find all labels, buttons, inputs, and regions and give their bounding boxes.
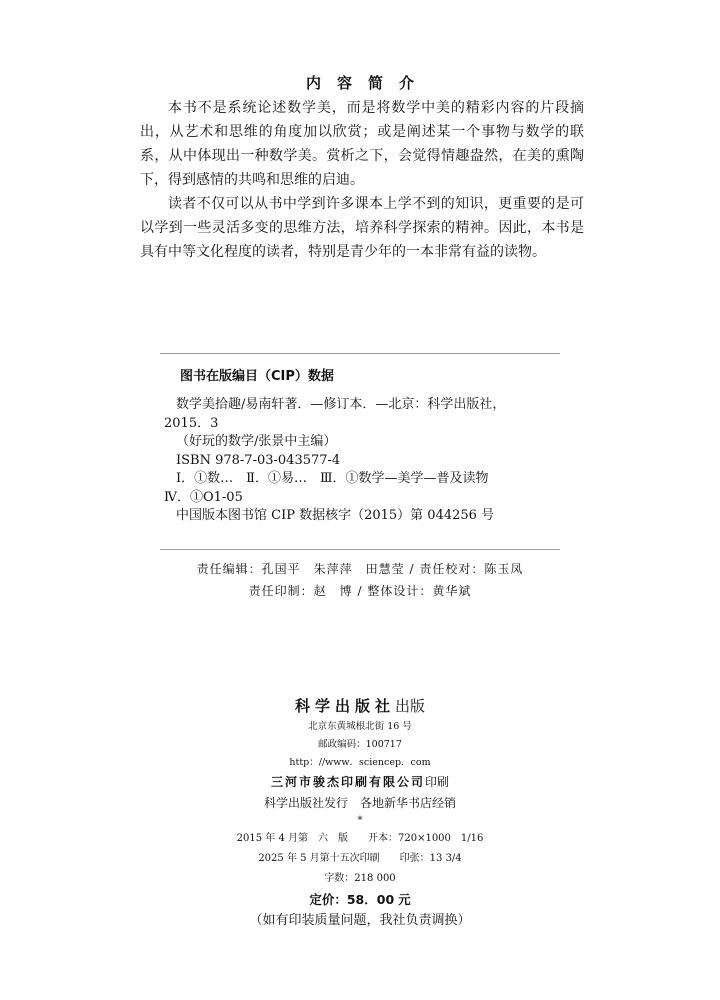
summary-paragraph: 读者不仅可以从书中学到许多课本上学不到的知识，更重要的是可以学到一些灵活多变的思维方法，培养科学探索的精神。因此，本书是具有中等文化程度的读者，特别是青少年的一本非常有益的读物。: [140, 196, 584, 260]
printing-info: 2025 年 5 月第十五次印刷 印张：13 3/4: [258, 853, 462, 864]
credits-line: 责任编辑：孔国平 朱萍萍 田慧莹 / 责任校对：陈玉凤: [196, 562, 524, 576]
postcode: 邮政编码：100717: [318, 739, 402, 750]
price-value: 58．00: [346, 892, 395, 907]
quality-notice: （如有印装质量问题，我社负责调换）: [249, 913, 471, 928]
summary-section: [140, 96, 584, 264]
cip-record: [164, 396, 560, 526]
cip-line: Ⅳ．①O1-05: [164, 489, 243, 505]
cip-line: 数学美拾趣/易南轩著．—修订本．—北京：科学出版社，: [176, 397, 506, 412]
edition-info: 2015 年 4 月第 六 版 开本：720×1000 1/16: [236, 833, 484, 844]
cip-line: 中国版本图书馆 CIP 数据核字（2015）第 044256 号: [176, 508, 495, 523]
publisher-suffix: 出版: [395, 697, 426, 715]
cip-line: （好玩的数学/张景中主编）: [176, 434, 337, 449]
printer-name: 三河市骏杰印刷有限公司: [270, 775, 425, 789]
word-count: 字数：218 000: [324, 873, 396, 884]
cip-line: 2015．3: [164, 415, 219, 431]
cip-heading: 图书在版编目（CIP）数据: [180, 369, 334, 384]
separator: *: [357, 815, 363, 826]
cip-line: Ⅰ．①数… Ⅱ．①易… Ⅲ．①数学—美学—普及读物: [176, 471, 489, 486]
publisher-address: 北京东黄城根北街 16 号: [308, 721, 412, 732]
price-unit: 元: [398, 892, 411, 907]
credits-line: 责任印制：赵 博 / 整体设计：黄华斌: [248, 584, 472, 598]
website: http：//www．sciencep．com: [289, 757, 431, 768]
publisher-line: [0, 694, 720, 718]
credits: [160, 558, 560, 602]
cip-bottom-rule: [160, 549, 560, 550]
printer-line: [0, 772, 720, 793]
printer-suffix: 印刷: [425, 775, 450, 789]
cip-line: ISBN 978-7-03-043577-4: [176, 452, 341, 468]
summary-paragraph: 本书不是系统论述数学美，而是将数学中美的精彩内容的片段摘出，从艺术和思维的角度加以欣赏；或是阐述某一个事物与数学的联系，从中体现出一种数学美。赏析之下，会觉得情趣盎然，在美的熏陶下，得到感情的共鸣和思维的启迪。: [140, 100, 584, 188]
price-line: [0, 889, 720, 911]
imprint: [0, 694, 720, 931]
price-label: 定价：: [309, 892, 347, 907]
cip-top-rule: [160, 353, 560, 354]
distribution: 科学出版社发行 各地新华书店经销: [263, 796, 456, 810]
publisher-name: 科学出版社: [294, 697, 395, 715]
summary-title: 内容简介: [305, 74, 430, 92]
